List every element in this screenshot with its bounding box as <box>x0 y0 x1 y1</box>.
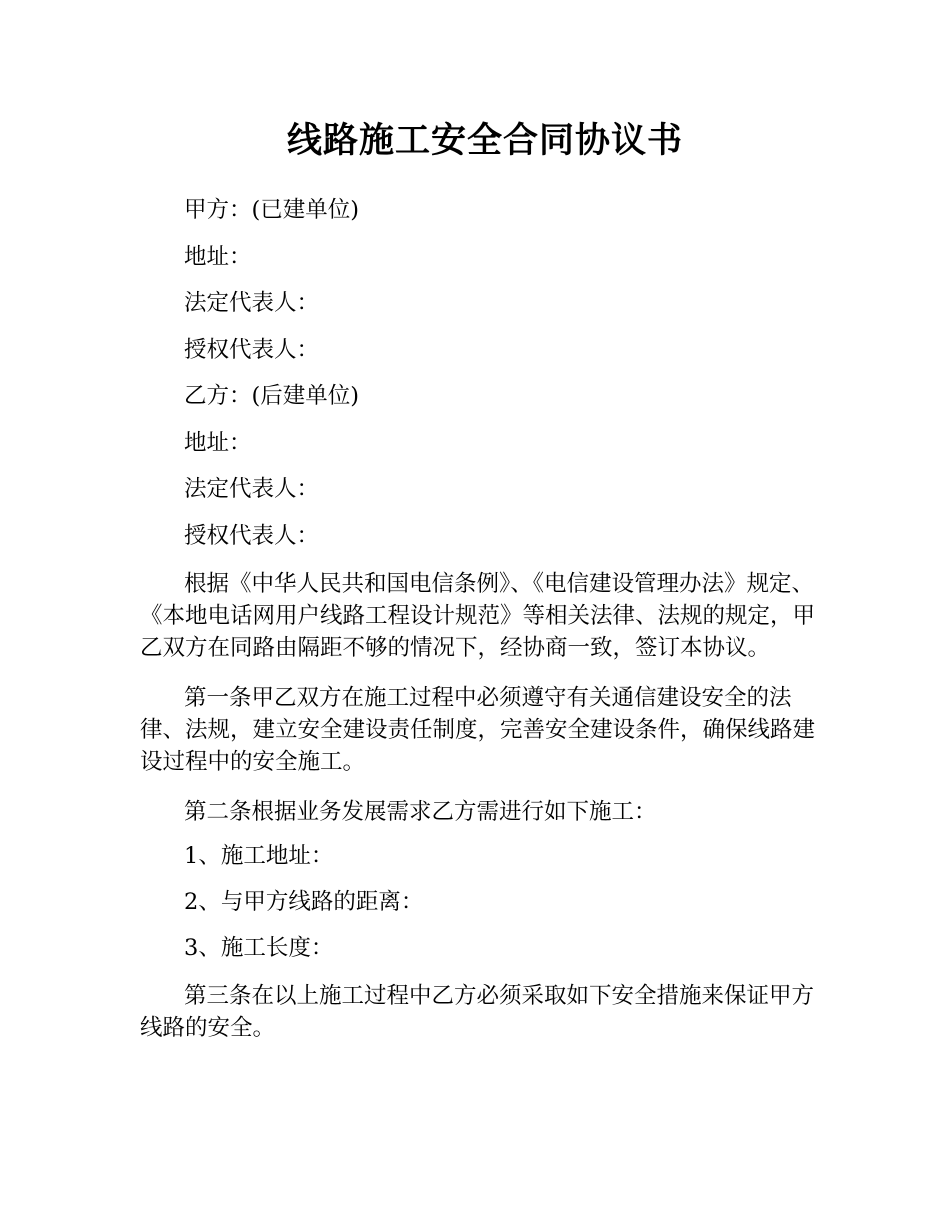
party-a-legal-rep: 法定代表人： <box>184 290 320 316</box>
article-2-item: 2、与甲方线路的距离： <box>184 889 424 915</box>
party-a-address: 地址： <box>184 243 252 270</box>
article-2-items <box>140 842 830 980</box>
party-a-name: 甲方：(已建单位) <box>184 197 360 223</box>
article-1-paragraph: 第一条甲乙双方在施工过程中必须遵守有关通信建设安全的法律、法规，建立安全建设责任制度，完善安全建设条件，确保线路建设过程中的安全施工。 <box>140 685 816 775</box>
party-b-authorized-rep: 授权代表人： <box>184 522 320 549</box>
article-3-paragraph: 第三条在以上施工过程中乙方必须采取如下安全措施来保证甲方线路的安全。 <box>140 983 815 1041</box>
party-b-name: 乙方：(后建单位) <box>184 383 360 409</box>
party-a-authorized-rep: 授权代表人： <box>184 336 320 363</box>
party-b-block <box>140 382 830 568</box>
article-2-item: 1、施工地址： <box>184 843 334 869</box>
article-2-paragraph: 第二条根据业务发展需求乙方需进行如下施工： <box>184 799 657 825</box>
party-b-address: 地址： <box>184 429 252 456</box>
preamble-paragraph: 根据《中华人民共和国电信条例》、《电信建设管理办法》规定、《本地电话网用户线路工程设计规范》等相关法律、法规的规定，甲乙双方在同路由隔距不够的情况下，经协商一致，签订本协议。 <box>140 571 816 661</box>
document-title: 线路施工安全合同协议书 <box>286 121 683 161</box>
document-page <box>140 118 830 1062</box>
party-a-block <box>140 196 830 382</box>
article-2-item: 3、施工长度： <box>184 935 334 961</box>
party-b-legal-rep: 法定代表人： <box>184 476 320 502</box>
